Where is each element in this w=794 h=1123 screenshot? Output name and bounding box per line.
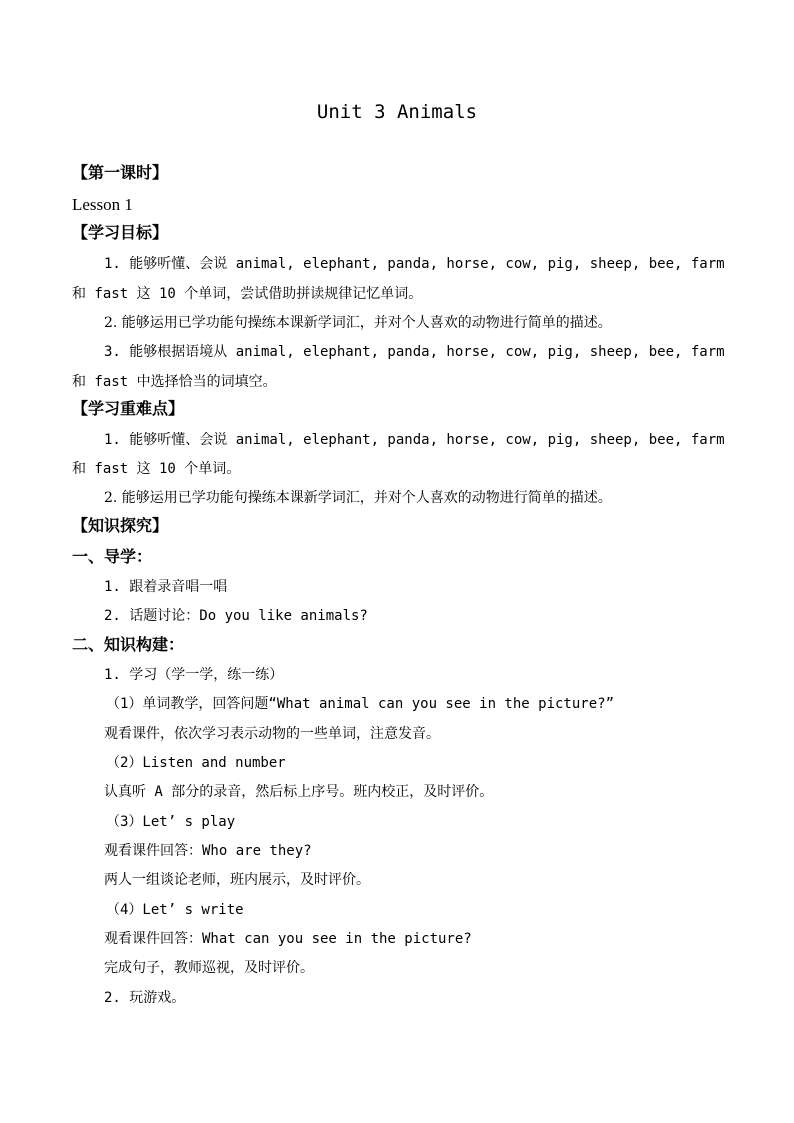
key-points-heading: 【学习重难点】 [72, 399, 185, 418]
sub-item-4-label: （4）Let’ s write [106, 902, 244, 918]
sub-item-3-text: 观看课件回答：Who are they? [104, 843, 312, 859]
section2-item-2: 2. 玩游戏。 [104, 990, 186, 1006]
period-heading: 【第一课时】 [72, 163, 169, 182]
section1-item-2: 2. 话题讨论：Do you like animals? [104, 608, 368, 624]
objective-item-1-line2: 和 fast 这 10 个单词，尝试借助拼读规律记忆单词。 [72, 286, 423, 302]
sub-item-2-text: 认真听 A 部分的录音，然后标上序号。班内校正，及时评价。 [104, 784, 494, 800]
section2-heading: 二、知识构建： [72, 635, 185, 654]
section1-heading: 一、导学： [72, 547, 153, 566]
objectives-heading: 【学习目标】 [72, 223, 169, 242]
key-point-item-2: 2. 能够运用已学功能句操练本课新学词汇，并对个人喜欢的动物进行简单的描述。 [104, 490, 612, 506]
sub-item-1-label: （1）单词教学，回答问题“What animal can you see in the picture?” [106, 696, 615, 712]
sub-item-4-text2: 完成句子，教师巡视，及时评价。 [104, 960, 314, 976]
section1-item-1: 1. 跟着录音唱一唱 [104, 579, 228, 595]
sub-item-2-label: （2）Listen and number [106, 755, 286, 771]
sub-item-3-label: （3）Let’ s play [106, 814, 236, 830]
sub-item-1-text: 观看课件，依次学习表示动物的一些单词，注意发音。 [104, 726, 440, 742]
key-point-item-1-line2: 和 fast 这 10 个单词。 [72, 461, 241, 477]
objective-item-2: 2. 能够运用已学功能句操练本课新学词汇，并对个人喜欢的动物进行简单的描述。 [104, 315, 612, 331]
lesson-label: Lesson 1 [72, 195, 133, 214]
document-title: Unit 3 Animals [316, 101, 478, 123]
objective-item-1-line1: 1. 能够听懂、会说 animal, elephant, panda, horse, cow, pig, sheep, bee, farm [104, 256, 725, 272]
section2-item-1: 1. 学习（学一学，练一练） [104, 667, 284, 683]
exploration-heading: 【知识探究】 [72, 516, 169, 535]
key-point-item-1-line1: 1. 能够听懂、会说 animal, elephant, panda, horse, cow, pig, sheep, bee, farm [104, 432, 725, 448]
sub-item-3-text2: 两人一组谈论老师，班内展示，及时评价。 [104, 872, 370, 888]
objective-item-3-line2: 和 fast 中选择恰当的词填空。 [72, 374, 277, 390]
objective-item-3-line1: 3. 能够根据语境从 animal, elephant, panda, horse, cow, pig, sheep, bee, farm [104, 344, 725, 360]
sub-item-4-text: 观看课件回答：What can you see in the picture? [104, 931, 472, 947]
